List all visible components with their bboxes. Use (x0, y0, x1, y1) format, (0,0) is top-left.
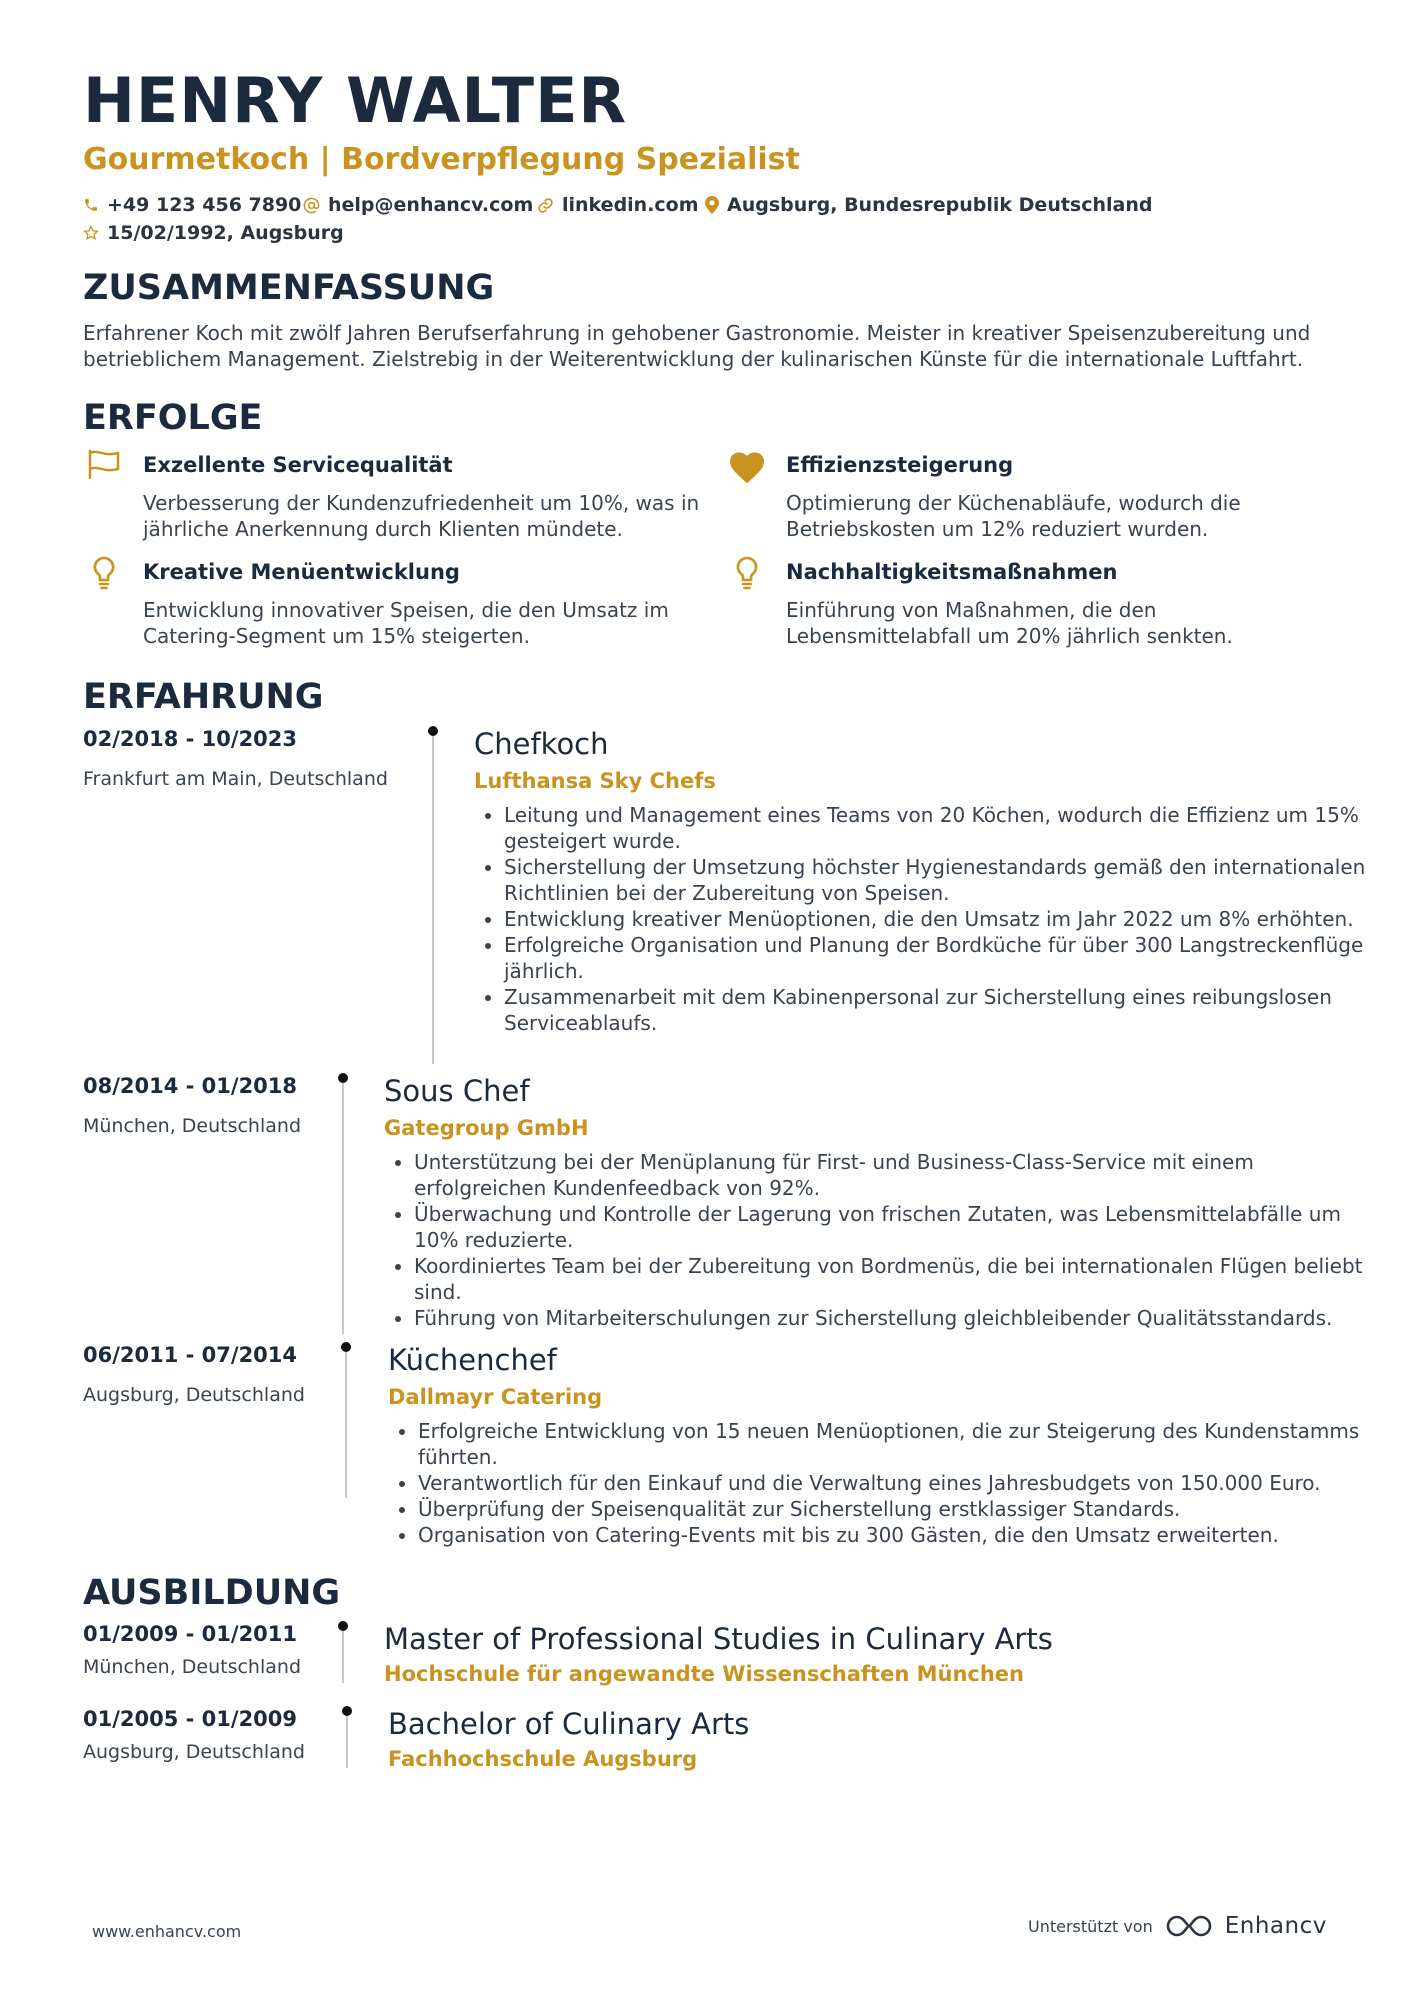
job-role: Küchenchef (388, 1343, 557, 1377)
phone-text: +49 123 456 7890 (107, 194, 302, 216)
candidate-name: HENRY WALTER (83, 64, 628, 137)
powered-by-text: Unterstützt von (1028, 1916, 1153, 1936)
job-bullets (386, 1149, 1374, 1331)
list-item: • Erfolgreiche Entwicklung von 15 neuen Menüoptionen, die zur Steigerung des Kundenstamms führten. (418, 1418, 1368, 1470)
achievement-desc: Einführung von Maßnahmen, die den Lebensmittelabfall um 20% jährlich senkten. (786, 598, 1233, 648)
job-role: Chefkoch (474, 727, 609, 761)
star-icon (83, 225, 99, 241)
achievement-title: Nachhaltigkeitsmaßnahmen (786, 560, 1118, 584)
list-item: • Organisation von Catering-Events mit bis zu 300 Gästen, die den Umsatz erweiterten. (418, 1522, 1368, 1548)
job-bullets (390, 1418, 1368, 1548)
list-item: • Erfolgreiche Organisation und Planung der Bordküche für über 300 Langstreckenflüge jährlich. (504, 932, 1384, 984)
achievement-title: Exzellente Servicequalität (143, 453, 453, 477)
job-company: Lufthansa Sky Chefs (474, 769, 716, 793)
achievement-desc: Verbesserung der Kundenzufriedenheit um 10%, was in jährliche Anerkennung durch Klienten mündete. (143, 491, 700, 541)
achievement-title: Kreative Menüentwicklung (143, 560, 460, 584)
achievements-heading: ERFOLGE (83, 398, 263, 438)
edu-school: Hochschule für angewandte Wissenschaften München (384, 1662, 1024, 1686)
lightbulb-icon (734, 555, 760, 591)
edu-location: München, Deutschland (83, 1656, 301, 1678)
list-item: • Entwicklung kreativer Menüoptionen, die den Umsatz im Jahr 2022 um 8% erhöhten. (504, 906, 1384, 932)
footer-website[interactable]: www.enhancv.com (92, 1922, 242, 1941)
list-item: • Überwachung und Kontrolle der Lagerung von frischen Zutaten, was Lebensmittelabfälle um 10% reduzierte. (414, 1201, 1374, 1253)
birth-text: 15/02/1992, Augsburg (107, 222, 344, 244)
achievement-desc: Optimierung der Küchenabläufe, wodurch die Betriebskosten um 12% reduziert wurden. (786, 491, 1241, 541)
at-icon (303, 197, 320, 214)
timeline-line (345, 1352, 347, 1498)
timeline-line (342, 1083, 344, 1334)
phone-icon (83, 197, 99, 213)
heart-icon (728, 450, 766, 484)
job-dates: 02/2018 - 10/2023 (83, 727, 298, 751)
edu-school: Fachhochschule Augsburg (388, 1747, 698, 1771)
linkedin-text: linkedin.com (562, 194, 699, 216)
summary-text: Erfahrener Koch mit zwölf Jahren Berufserfahrung in gehobener Gastronomie. Meister in kreativer Speisenzubereitung und betrieblichem Management. Zielstrebig in der Weiterentwicklung der kulinarischen Künste für die internationale Luftfahrt. (83, 321, 1311, 371)
experience-heading: ERFAHRUNG (83, 677, 324, 717)
timeline-dot (342, 1706, 352, 1716)
job-company: Dallmayr Catering (388, 1385, 603, 1409)
job-company: Gategroup GmbH (384, 1116, 589, 1140)
timeline-line (342, 1631, 344, 1683)
list-item: • Leitung und Management eines Teams von 20 Köchen, wodurch die Effizienz um 15% gesteigert wurde. (504, 802, 1384, 854)
job-bullets (476, 802, 1384, 1036)
list-item: • Führung von Mitarbeiterschulungen zur Sicherstellung gleichbleibender Qualitätsstandards. (414, 1305, 1374, 1331)
timeline-dot (428, 726, 438, 736)
edu-degree: Master of Professional Studies in Culinary Arts (384, 1622, 1053, 1656)
timeline-line (432, 736, 434, 1064)
brand-name: Enhancv (1224, 1913, 1327, 1939)
job-location: Augsburg, Deutschland (83, 1384, 305, 1406)
enhancv-logo-icon (1165, 1913, 1213, 1939)
lightbulb-icon (91, 555, 117, 591)
edu-dates: 01/2005 - 01/2009 (83, 1707, 298, 1731)
footer-branding[interactable] (1028, 1913, 1327, 1939)
timeline-dot (338, 1621, 348, 1631)
job-dates: 06/2011 - 07/2014 (83, 1343, 298, 1367)
edu-dates: 01/2009 - 01/2011 (83, 1622, 298, 1646)
contact-birth (83, 222, 344, 244)
edu-degree: Bachelor of Culinary Arts (388, 1707, 750, 1741)
edu-location: Augsburg, Deutschland (83, 1741, 305, 1763)
link-icon (537, 197, 554, 214)
flag-icon (86, 449, 122, 479)
location-text: Augsburg, Bundesrepublik Deutschland (727, 194, 1153, 216)
achievement-title: Effizienzsteigerung (786, 453, 1014, 477)
list-item: • Koordiniertes Team bei der Zubereitung von Bordmenüs, die bei internationalen Flügen beliebt sind. (414, 1253, 1374, 1305)
candidate-title: Gourmetkoch | Bordverpflegung Spezialist (83, 142, 800, 177)
job-role: Sous Chef (384, 1074, 530, 1108)
education-heading: AUSBILDUNG (83, 1573, 341, 1613)
map-pin-icon (705, 196, 719, 214)
list-item: • Zusammenarbeit mit dem Kabinenpersonal zur Sicherstellung eines reibungslosen Serviceablaufs. (504, 984, 1384, 1036)
timeline-line (346, 1716, 348, 1768)
job-location: Frankfurt am Main, Deutschland (83, 768, 388, 790)
contact-linkedin[interactable] (537, 194, 699, 216)
contact-location (705, 194, 1153, 216)
timeline-dot (338, 1073, 348, 1083)
job-location: München, Deutschland (83, 1115, 301, 1137)
list-item: • Überprüfung der Speisenqualität zur Sicherstellung erstklassiger Standards. (418, 1496, 1368, 1522)
contact-phone[interactable] (83, 194, 301, 216)
achievement-desc: Entwicklung innovativer Speisen, die den Umsatz im Catering-Segment um 15% steigerten. (143, 598, 669, 648)
list-item: • Sicherstellung der Umsetzung höchster Hygienestandards gemäß den internationalen Richtlinien bei der Zubereitung von Speisen. (504, 854, 1384, 906)
list-item: • Verantwortlich für den Einkauf und die Verwaltung eines Jahresbudgets von 150.000 Euro. (418, 1470, 1368, 1496)
list-item: • Unterstützung bei der Menüplanung für First- und Business-Class-Service mit einem erfolgreichen Kundenfeedback von 92%. (414, 1149, 1374, 1201)
timeline-dot (341, 1342, 351, 1352)
contact-email[interactable] (303, 194, 533, 216)
job-dates: 08/2014 - 01/2018 (83, 1074, 298, 1098)
summary-heading: ZUSAMMENFASSUNG (83, 268, 495, 308)
email-text: help@enhancv.com (328, 194, 534, 216)
